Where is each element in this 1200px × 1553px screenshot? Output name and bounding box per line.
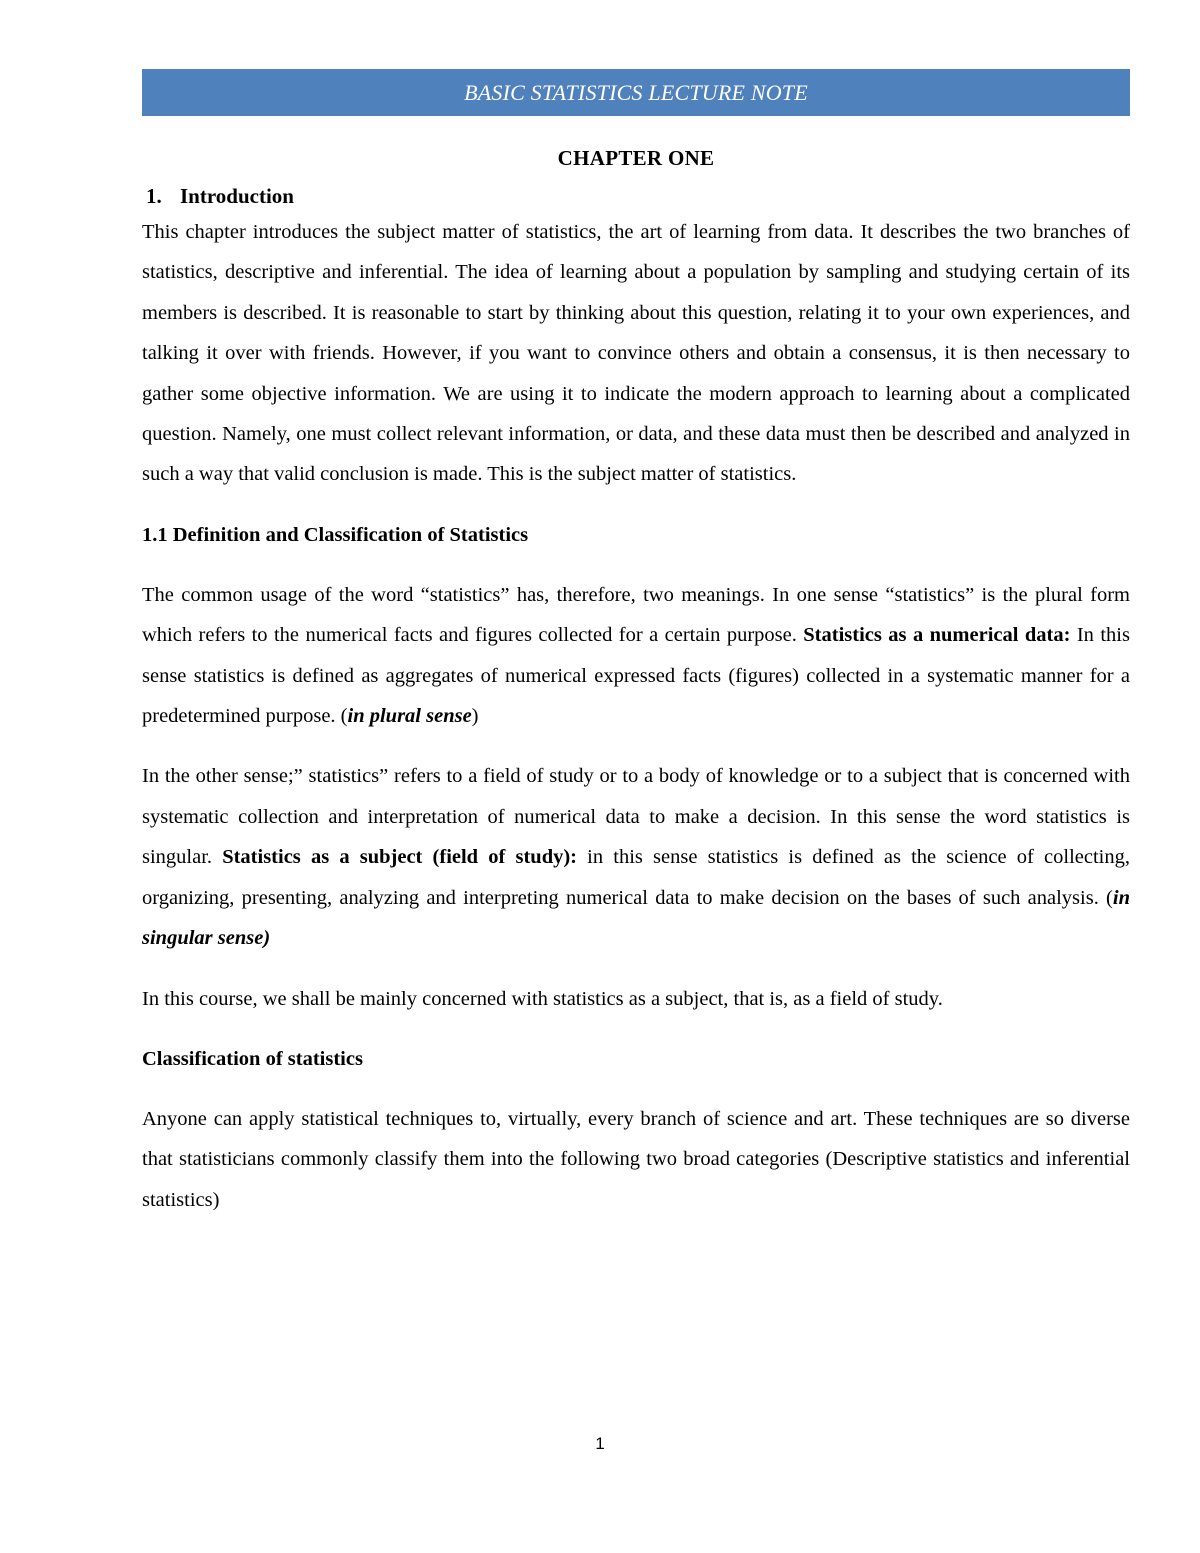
section-heading-classification: Classification of statistics [142,1047,363,1070]
text-run: in this sense statistics is defined as the science of collecting, organizing, presenting, analyzing and interpreting numerical data to make decision on the bases of such analysis. ( [142,846,1130,909]
heading-number: 1. [146,184,162,208]
document-title: BASIC STATISTICS LECTURE NOTE [464,79,808,105]
chapter-title: CHAPTER ONE [557,146,715,170]
text-run: In this sense statistics is defined as aggregates of numerical expressed facts (figures) collected in a systematic manner for a predetermined purpose. ( [142,624,1130,728]
definition-paragraph-singular [142,756,1130,958]
bold-term: Statistics as a subject (field of study): [222,846,577,869]
heading-text: Introduction [180,184,294,208]
text-run: In the other sense;” statistics” refers to a field of study or to a body of knowledge or to a subject that is concerned with systematic collection and interpretation of numerical data to make a decision. In this sense the word statistics is singular. [142,765,1130,869]
section-heading-definition: 1.1 Definition and Classification of Statistics [142,523,529,546]
introduction-heading [142,180,1130,212]
introduction-paragraph: This chapter introduces the subject matter of statistics, the art of learning from data. It describes the two branches of statistics, descriptive and inferential. The idea of learning about a population by sampling and studying certain of its members is described. It is reasonable to start by thinking about this question, relating it to your own experiences, and talking it over with friends. However, if you want to convince others and obtain a consensus, it is then necessary to gather some objective information. We are using it to indicate the modern approach to learning about a complicated question. Namely, one must collect relevant information, or data, and these data must then be described and analyzed in such a way that valid conclusion is made. This is the subject matter of statistics. [142,221,1130,486]
text-run: The common usage of the word “statistics” has, therefore, two meanings. In one sense “statistics” is the plural form which refers to the numerical facts and figures collected for a certain purpose. [142,583,1130,647]
page-number: 1 [595,1434,605,1453]
header-banner [142,69,1130,116]
definition-paragraph-plural [142,575,1130,737]
page-content [142,140,1130,1220]
emphasis-term: in singular sense) [142,886,1130,950]
bold-term: Statistics as a numerical data: [803,624,1071,647]
course-scope-paragraph: In this course, we shall be mainly concerned with statistics as a subject, that is, as a field of study. [142,987,943,1010]
text-run: ) [471,705,479,728]
classification-paragraph: Anyone can apply statistical techniques to, virtually, every branch of science and art. These techniques are so diverse that statisticians commonly classify them into the following two broad categories (Descriptive statistics and inferential statistics) [142,1107,1130,1211]
emphasis-term: in plural sense [347,705,472,728]
